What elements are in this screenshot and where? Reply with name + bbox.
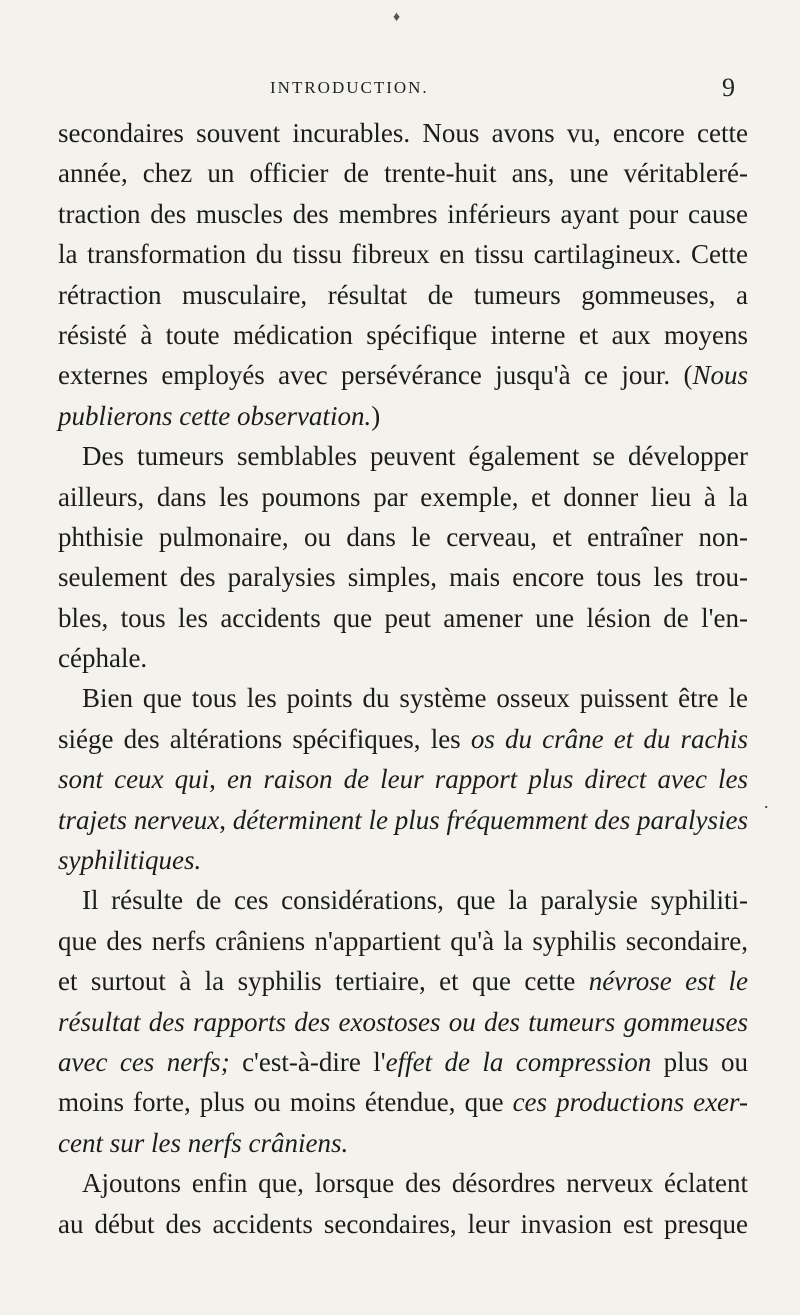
body-text [58, 113, 748, 1244]
running-title: INTRODUCTION. [270, 78, 429, 97]
text-line: et surtout à la syphilis tertiaire, et que cette névrose est le [58, 966, 748, 997]
text-line: avec ces nerfs; c'est-à-dire l'effet de la compression plus ou [58, 1046, 748, 1077]
ornament-mark: ♦ [393, 10, 401, 25]
paragraph-start: Ajoutons enfin que, lorsque des désordres nerveux éclatent [82, 1168, 748, 1199]
text-line: traction des muscles des membres inférieurs ayant pour cause [58, 198, 748, 229]
text-line: cent sur les nerfs crâniens. [58, 1127, 349, 1158]
text-line: résultat des rapports des exostoses ou des tumeurs gommeuses [58, 1006, 748, 1037]
page-header [0, 73, 800, 108]
stray-mark: . [764, 792, 769, 812]
page-number: 9 [722, 73, 735, 102]
text-line: publierons cette observation.) [58, 400, 381, 431]
text-line: siége des altérations spécifiques, les os du crâne et du rachis [58, 723, 748, 754]
text-line: rétraction musculaire, résultat de tumeurs gommeuses, a [58, 279, 748, 310]
text-line: que des nerfs crâniens n'appartient qu'à la syphilis secondaire, [58, 925, 748, 956]
text-line: bles, tous les accidents que peut amener une lésion de l'en- [58, 602, 748, 633]
text-line: externes employés avec persévérance jusqu'à ce jour. (Nous [58, 360, 748, 391]
paragraph-start: Des tumeurs semblables peuvent également se développer [82, 441, 748, 472]
text-line: moins forte, plus ou moins étendue, que ces productions exer- [58, 1087, 749, 1118]
text-line: année, chez un officier de trente-huit ans, une véritableré- [58, 158, 748, 189]
text-line: au début des accidents secondaires, leur invasion est presque [58, 1208, 748, 1239]
text-line: seulement des paralysies simples, mais encore tous les trou- [58, 562, 748, 593]
text-line: secondaires souvent incurables. Nous avons vu, encore cette [58, 118, 748, 148]
text-line: phthisie pulmonaire, ou dans le cerveau, et entraîner non- [58, 521, 748, 552]
text-line: la transformation du tissu fibreux en tissu cartilagineux. Cette [58, 239, 748, 270]
text-line: sont ceux qui, en raison de leur rapport plus direct avec les [58, 764, 748, 795]
text-line: trajets nerveux, déterminent le plus fréquemment des paralysies [58, 804, 748, 835]
text-line: ailleurs, dans les poumons par exemple, et donner lieu à la [58, 481, 748, 512]
paragraph-start: Il résulte de ces considérations, que la paralysie syphiliti- [82, 885, 748, 916]
text-line: céphale. [58, 643, 148, 674]
text-line: résisté à toute médication spécifique interne et aux moyens [58, 319, 748, 350]
text-line: syphilitiques. [58, 845, 202, 876]
paragraph-start: Bien que tous les points du système osseux puissent être le [82, 683, 748, 714]
